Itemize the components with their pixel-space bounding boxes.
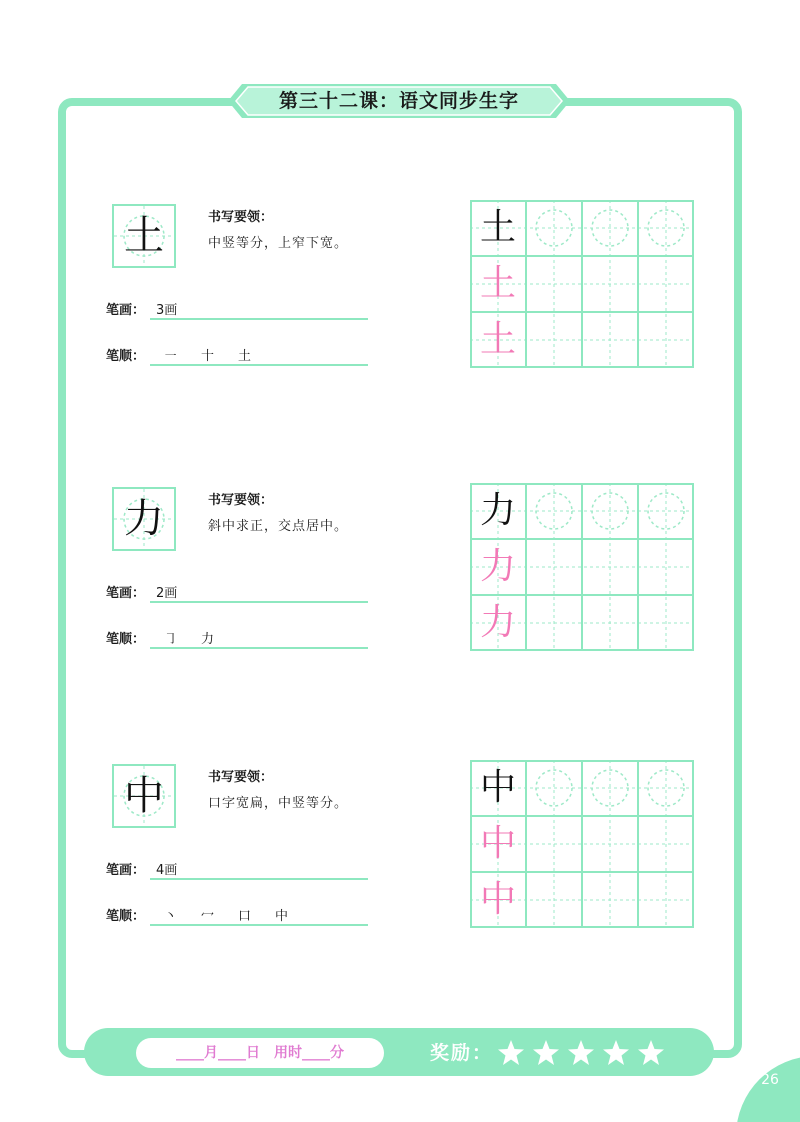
underline — [150, 318, 368, 320]
stroke-count-label: 笔画： — [106, 303, 146, 318]
page-number: 26 — [761, 1072, 779, 1088]
stroke-count-row — [106, 298, 368, 320]
tips-title: 书写要领： — [208, 770, 274, 785]
model-character-box — [112, 764, 176, 828]
character-section-1 — [0, 190, 800, 380]
model-character-box — [112, 487, 176, 551]
stroke-count-value: 2画 — [156, 586, 178, 601]
stroke-step: 中 — [275, 909, 289, 924]
grid-trace-character: 中 — [479, 879, 516, 920]
model-character: 力 — [124, 496, 164, 542]
grid-trace-character: 土 — [479, 263, 516, 304]
grid-trace-character: 土 — [479, 319, 516, 360]
reward-stars[interactable] — [496, 1038, 666, 1068]
grid-model-character: 力 — [479, 490, 516, 531]
stroke-order-label: 笔顺： — [106, 349, 146, 364]
practice-grid[interactable] — [470, 200, 694, 368]
stroke-step: ㇆ — [164, 632, 178, 647]
grid-model-character: 中 — [479, 767, 516, 808]
tips-title: 书写要领： — [208, 210, 274, 225]
stroke-count-value: 4画 — [156, 863, 178, 878]
grid-model-character: 土 — [479, 207, 516, 248]
star-icon[interactable] — [566, 1038, 596, 1068]
model-character: 中 — [124, 773, 164, 819]
character-section-3 — [0, 750, 800, 940]
stroke-step: 力 — [201, 632, 215, 647]
underline — [150, 924, 368, 926]
star-icon[interactable] — [496, 1038, 526, 1068]
reward-label: 奖励： — [430, 1042, 494, 1064]
stroke-step: ㇐ — [164, 349, 178, 364]
practice-grid[interactable] — [470, 483, 694, 651]
stroke-order-sequence — [164, 345, 275, 364]
grid-trace-character: 力 — [479, 546, 516, 587]
tips-text: 口字宽扁，中竖等分。 — [208, 796, 349, 811]
underline — [150, 601, 368, 603]
stroke-count-label: 笔画： — [106, 863, 146, 878]
page-corner-tab — [736, 1056, 800, 1122]
underline — [150, 878, 368, 880]
practice-grid[interactable] — [470, 760, 694, 928]
stroke-step: 十 — [201, 349, 215, 364]
stroke-step: 丶 — [164, 909, 178, 924]
grid-trace-character: 力 — [479, 602, 516, 643]
star-icon[interactable] — [636, 1038, 666, 1068]
stroke-step: 冖 — [201, 909, 215, 924]
underline — [150, 647, 368, 649]
tips-title: 书写要领： — [208, 493, 274, 508]
stroke-order-row — [106, 627, 368, 649]
underline — [150, 364, 368, 366]
stroke-count-value: 3画 — [156, 303, 178, 318]
stroke-order-label: 笔顺： — [106, 909, 146, 924]
tips-text: 中竖等分，上窄下宽。 — [208, 236, 349, 251]
stroke-step: 土 — [238, 349, 252, 364]
grid-trace-character: 中 — [479, 823, 516, 864]
date-time-fields[interactable]: ____月____日 用时____分 — [176, 1045, 344, 1061]
stroke-order-label: 笔顺： — [106, 632, 146, 647]
stroke-count-row — [106, 581, 368, 603]
tips-text: 斜中求正，交点居中。 — [208, 519, 349, 534]
model-character: 土 — [124, 213, 164, 259]
stroke-count-label: 笔画： — [106, 586, 146, 601]
stroke-order-row — [106, 904, 368, 926]
stroke-order-sequence — [164, 905, 312, 924]
stroke-order-sequence — [164, 628, 238, 647]
page-title: 第三十二课：语文同步生字 — [278, 90, 519, 112]
star-icon[interactable] — [601, 1038, 631, 1068]
character-section-2 — [0, 473, 800, 663]
star-icon[interactable] — [531, 1038, 561, 1068]
stroke-step: 口 — [238, 909, 252, 924]
title-banner — [228, 84, 570, 118]
model-character-box — [112, 204, 176, 268]
stroke-order-row — [106, 344, 368, 366]
stroke-count-row — [106, 858, 368, 880]
